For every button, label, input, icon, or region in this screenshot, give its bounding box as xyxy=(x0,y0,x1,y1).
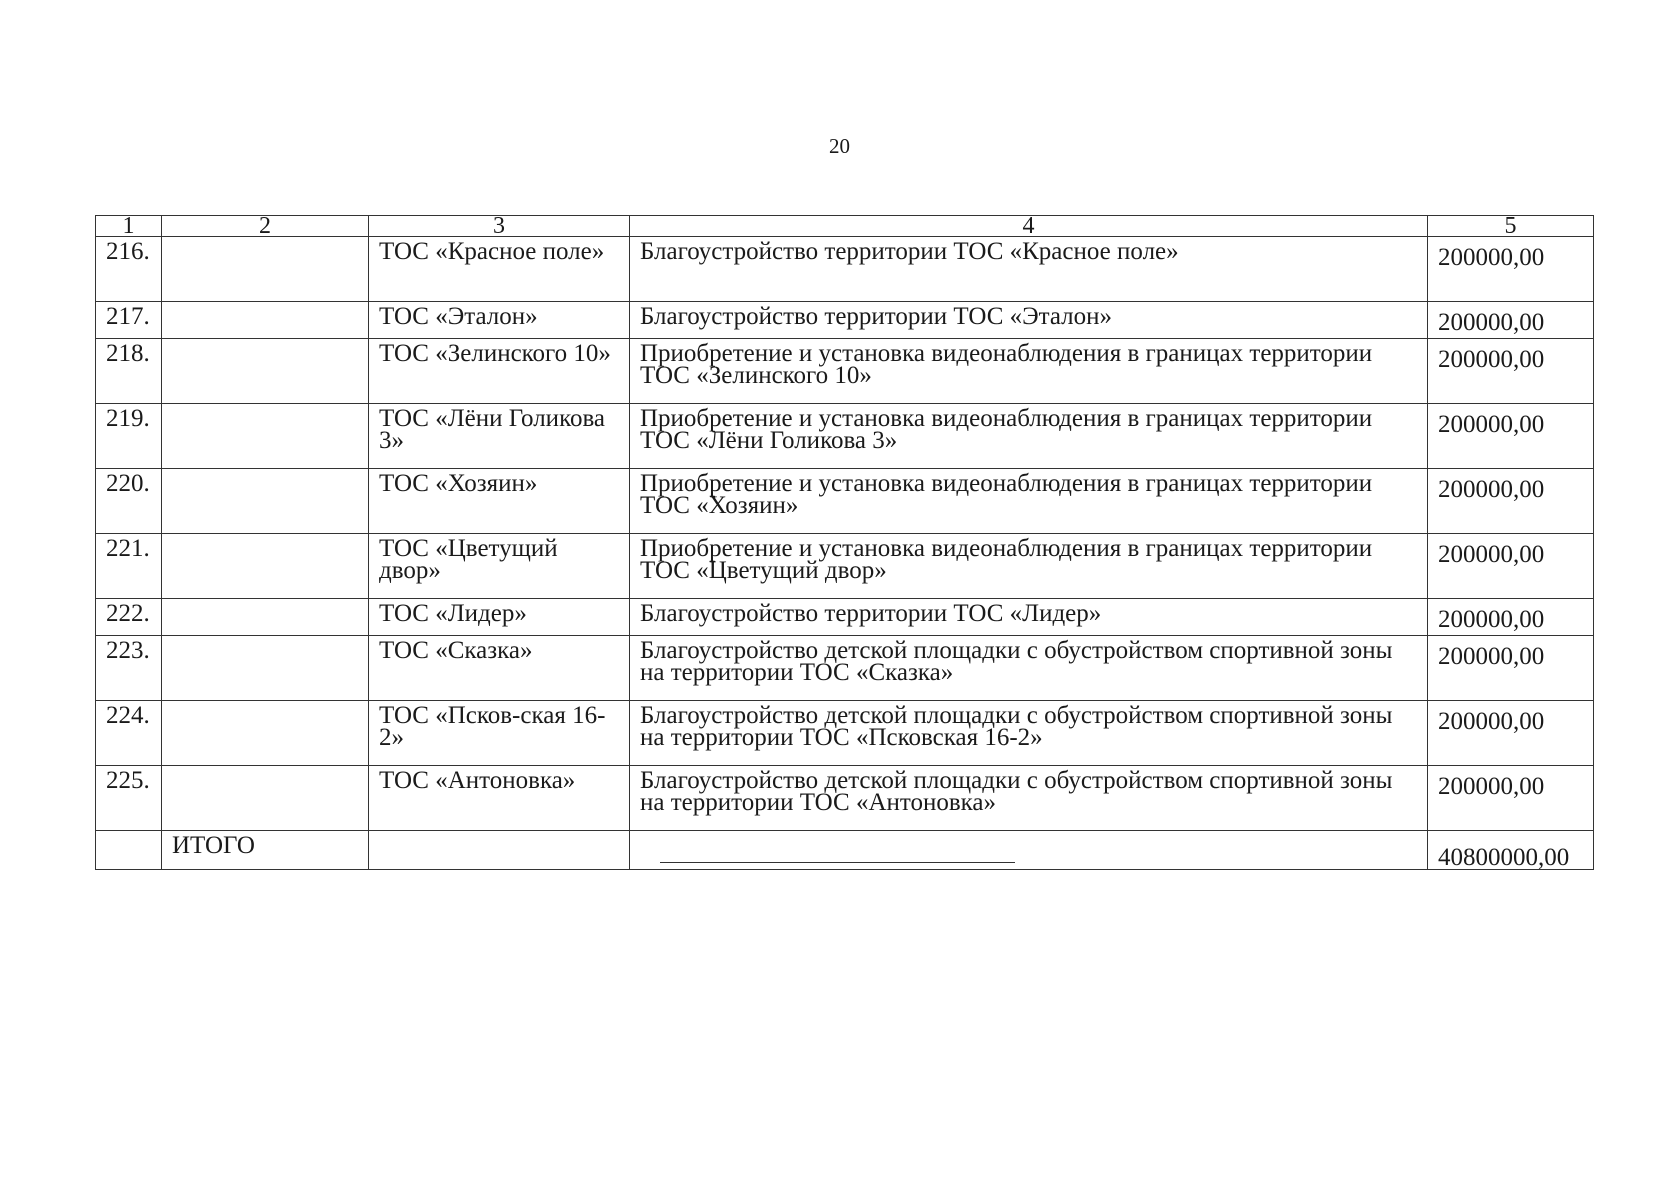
row-amount: 200000,00 xyxy=(1428,599,1594,636)
row-number: 218. xyxy=(96,339,162,404)
total-empty-cell xyxy=(96,831,162,870)
row-col2 xyxy=(162,469,369,534)
table-row xyxy=(96,302,1594,339)
row-amount: 200000,00 xyxy=(1428,534,1594,599)
row-description: Приобретение и установка видеонаблюдения в границах территории ТОС «Лёни Голикова 3» xyxy=(630,404,1428,469)
row-amount: 200000,00 xyxy=(1428,636,1594,701)
table-row xyxy=(96,237,1594,302)
row-name: ТОС «Антоновка» xyxy=(369,766,630,831)
table-row xyxy=(96,636,1594,701)
total-empty-cell xyxy=(369,831,630,870)
column-header-3: 3 xyxy=(369,216,630,237)
row-amount: 200000,00 xyxy=(1428,766,1594,831)
total-label: ИТОГО xyxy=(162,831,369,870)
row-name: ТОС «Красное поле» xyxy=(369,237,630,302)
row-description: Благоустройство детской площадки с обустройством спортивной зоны на территории ТОС «Антоновка» xyxy=(630,766,1428,831)
row-description: Благоустройство территории ТОС «Эталон» xyxy=(630,302,1428,339)
row-col2 xyxy=(162,302,369,339)
column-header-2: 2 xyxy=(162,216,369,237)
total-amount: 40800000,00 xyxy=(1428,831,1594,870)
row-number: 216. xyxy=(96,237,162,302)
table-row xyxy=(96,701,1594,766)
table-header-row xyxy=(96,216,1594,237)
row-col2 xyxy=(162,701,369,766)
row-number: 220. xyxy=(96,469,162,534)
column-header-4: 4 xyxy=(630,216,1428,237)
row-name: ТОС «Лёни Голикова 3» xyxy=(369,404,630,469)
table-row xyxy=(96,599,1594,636)
table-row xyxy=(96,339,1594,404)
funding-table xyxy=(95,215,1594,870)
row-name: ТОС «Псков-ская 16-2» xyxy=(369,701,630,766)
row-col2 xyxy=(162,766,369,831)
table-row xyxy=(96,404,1594,469)
column-header-5: 5 xyxy=(1428,216,1594,237)
row-number: 217. xyxy=(96,302,162,339)
row-name: ТОС «Сказка» xyxy=(369,636,630,701)
row-col2 xyxy=(162,339,369,404)
row-description: Благоустройство детской площадки с обустройством спортивной зоны на территории ТОС «Псковская 16-2» xyxy=(630,701,1428,766)
row-name: ТОС «Хозяин» xyxy=(369,469,630,534)
table-row xyxy=(96,766,1594,831)
row-description: Приобретение и установка видеонаблюдения в границах территории ТОС «Цветущий двор» xyxy=(630,534,1428,599)
row-number: 219. xyxy=(96,404,162,469)
row-description: Благоустройство территории ТОС «Лидер» xyxy=(630,599,1428,636)
table-row xyxy=(96,469,1594,534)
row-description: Благоустройство детской площадки с обустройством спортивной зоны на территории ТОС «Сказка» xyxy=(630,636,1428,701)
row-number: 225. xyxy=(96,766,162,831)
row-name: ТОС «Эталон» xyxy=(369,302,630,339)
row-col2 xyxy=(162,404,369,469)
row-description: Приобретение и установка видеонаблюдения в границах территории ТОС «Хозяин» xyxy=(630,469,1428,534)
row-name: ТОС «Зелинского 10» xyxy=(369,339,630,404)
row-number: 223. xyxy=(96,636,162,701)
total-empty-cell xyxy=(630,831,1428,870)
row-amount: 200000,00 xyxy=(1428,302,1594,339)
row-amount: 200000,00 xyxy=(1428,404,1594,469)
page-number: 20 xyxy=(829,134,850,158)
row-description: Приобретение и установка видеонаблюдения в границах территории ТОС «Зелинского 10» xyxy=(630,339,1428,404)
total-row xyxy=(96,831,1594,870)
end-divider-line xyxy=(660,862,1015,863)
row-description: Благоустройство территории ТОС «Красное поле» xyxy=(630,237,1428,302)
row-col2 xyxy=(162,237,369,302)
row-amount: 200000,00 xyxy=(1428,469,1594,534)
row-col2 xyxy=(162,534,369,599)
row-amount: 200000,00 xyxy=(1428,701,1594,766)
table-row xyxy=(96,534,1594,599)
column-header-1: 1 xyxy=(96,216,162,237)
row-amount: 200000,00 xyxy=(1428,339,1594,404)
row-number: 221. xyxy=(96,534,162,599)
row-name: ТОС «Цветущий двор» xyxy=(369,534,630,599)
row-col2 xyxy=(162,599,369,636)
row-col2 xyxy=(162,636,369,701)
row-amount: 200000,00 xyxy=(1428,237,1594,302)
row-number: 222. xyxy=(96,599,162,636)
row-number: 224. xyxy=(96,701,162,766)
row-name: ТОС «Лидер» xyxy=(369,599,630,636)
